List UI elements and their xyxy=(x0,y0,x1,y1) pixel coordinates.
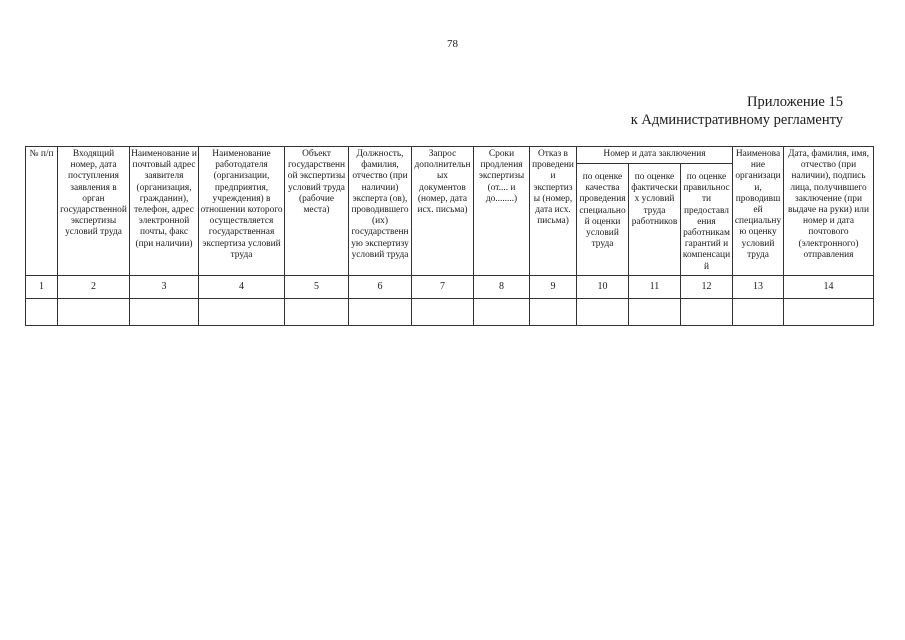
column-header: Сроки продления экспертизы (от.... и до........) xyxy=(474,147,530,276)
column-number: 3 xyxy=(130,275,199,298)
column-number: 6 xyxy=(349,275,412,298)
column-number: 14 xyxy=(784,275,874,298)
appendix-title: Приложение 15 xyxy=(747,94,843,110)
column-number: 9 xyxy=(530,275,577,298)
table-cell xyxy=(577,298,629,325)
column-header: Объект государственной экспертизы условий труда (рабочие места) xyxy=(285,147,349,276)
table-cell xyxy=(784,298,874,325)
subcolumn-header: по оценке фактических условий труда работников xyxy=(629,164,681,276)
table-cell xyxy=(733,298,784,325)
table-cell xyxy=(130,298,199,325)
column-number: 4 xyxy=(199,275,285,298)
column-header: Запрос дополнительных документов (номер, дата исх. письма) xyxy=(412,147,474,276)
table-cell xyxy=(530,298,577,325)
column-number: 7 xyxy=(412,275,474,298)
column-number: 11 xyxy=(629,275,681,298)
table-cell xyxy=(681,298,733,325)
column-number-row xyxy=(26,275,874,298)
table-cell xyxy=(26,298,58,325)
appendix-header xyxy=(631,93,843,129)
column-header: Отказ в проведении экспертизы (номер, дата исх. письма) xyxy=(530,147,577,276)
table-cell xyxy=(349,298,412,325)
column-header: Дата, фамилия, имя, отчество (при наличии), подпись лица, получившего заключение (при выдаче на руки) или номер и дата почтового (электронного) отправления xyxy=(784,147,874,276)
table-cell xyxy=(412,298,474,325)
table-cell xyxy=(58,298,130,325)
column-number: 5 xyxy=(285,275,349,298)
registry-table xyxy=(25,146,874,326)
column-header: Наименование работодателя (организации, предприятия, учреждения) в отношении которого осуществляется государственная экспертиза условий труда xyxy=(199,147,285,276)
column-number: 1 xyxy=(26,275,58,298)
table-cell xyxy=(199,298,285,325)
page-number: 78 xyxy=(447,38,458,50)
subcolumn-header: по оценке качества проведения специальной оценки условий труда xyxy=(577,164,629,276)
table-cell xyxy=(474,298,530,325)
table-row xyxy=(26,298,874,325)
column-header: Входящий номер, дата поступления заявления в орган государственной экспертизы условий труда xyxy=(58,147,130,276)
table-cell xyxy=(285,298,349,325)
column-number: 10 xyxy=(577,275,629,298)
column-number: 12 xyxy=(681,275,733,298)
column-number: 2 xyxy=(58,275,130,298)
table-cell xyxy=(629,298,681,325)
appendix-subtitle: к Административному регламенту xyxy=(630,112,843,128)
subcolumn-header: по оценке правильности предоставления работникам гарантий и компенсаций xyxy=(681,164,733,276)
column-header: № п/п xyxy=(26,147,58,276)
column-header: Наименование и почтовый адрес заявителя (организация, гражданин), телефон, адрес электронной почты, факс (при наличии) xyxy=(130,147,199,276)
column-header: Наименование организации, проводившей специальную оценку условий труда xyxy=(733,147,784,276)
table-header-row xyxy=(26,147,874,164)
column-number: 8 xyxy=(474,275,530,298)
group-header-conclusion: Номер и дата заключения xyxy=(577,147,733,164)
column-header: Должность, фамилия, отчество (при наличии) эксперта (ов), проводившего(их) государственную экспертизу условий труда xyxy=(349,147,412,276)
column-number: 13 xyxy=(733,275,784,298)
